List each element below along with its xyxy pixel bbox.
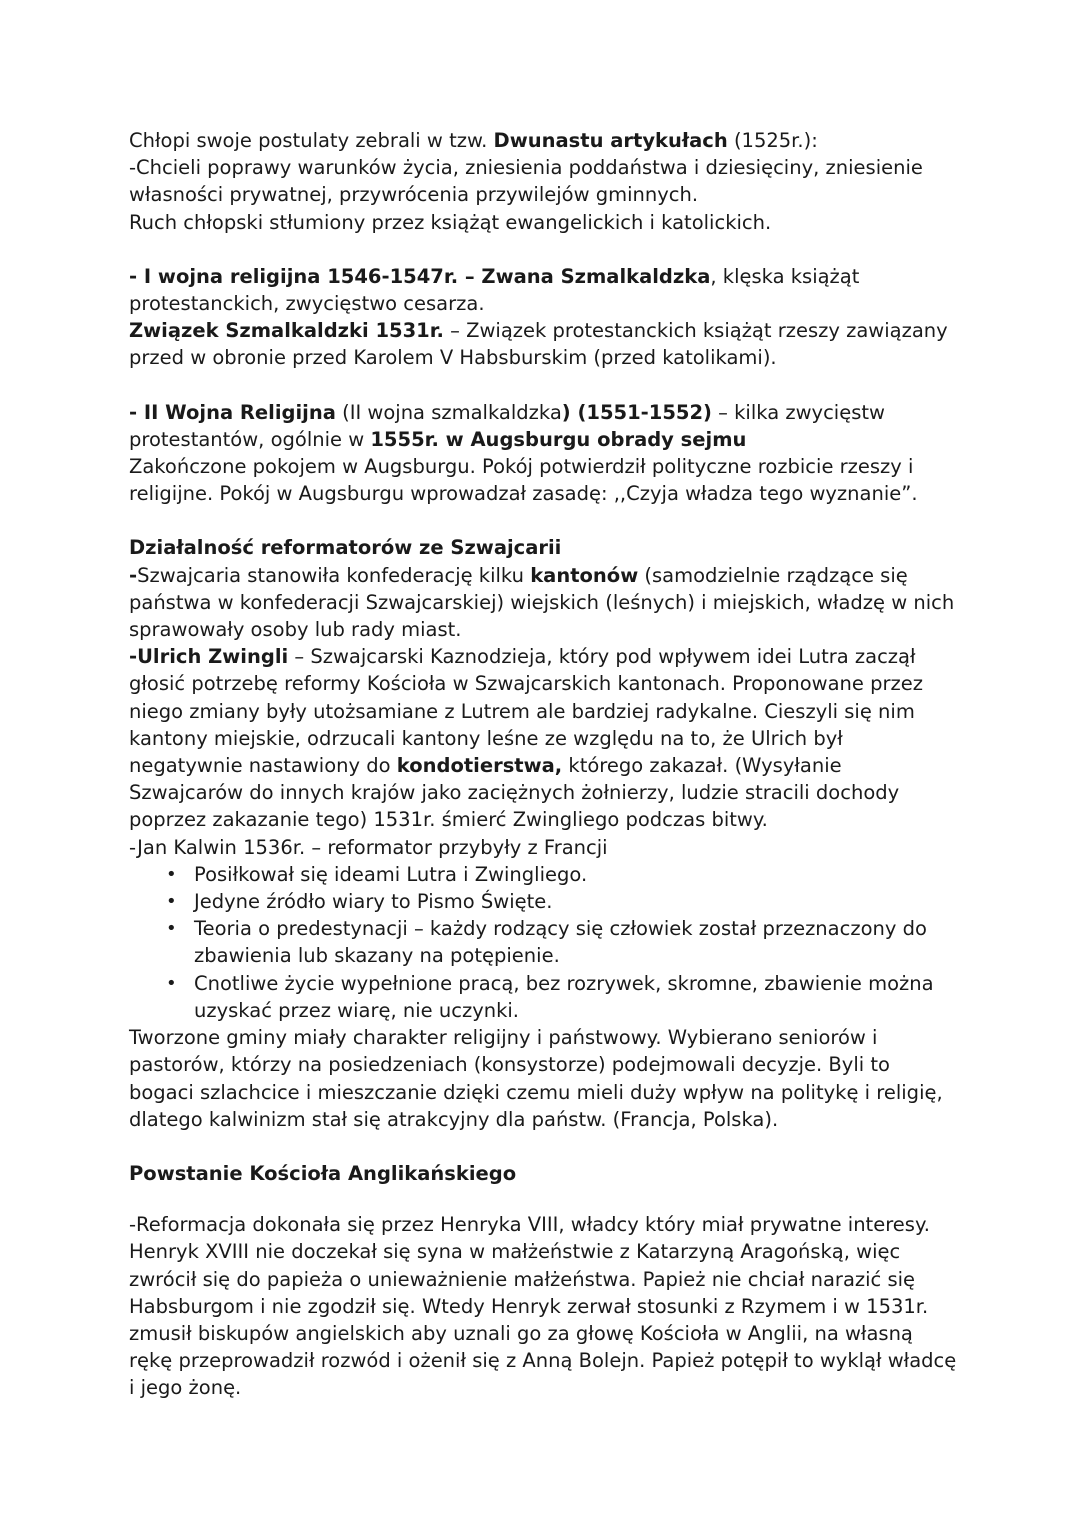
swiss-reformers-heading: Działalność reformatorów ze Szwajcarii [129, 536, 562, 560]
ulrich-zwingli: -Ulrich Zwingli – Szwajcarski Kaznodzieja, który pod wpływem idei Lutra zaczął głosić potrzebę reformy Kościoła w Szwajcarskich kantonach. Proponowane przez niego zmiany były utożsamiane z Lutrem ale bardziej radykalne. Cieszyli się nim kantony miejskie, odrzucali kantony leśne ze względu na to, że Ulrich był negatywnie nastawiony do kondotierstwa, którego zakazał. (Wysyłanie Szwajcarów do innych krajów jako zaciężnych żołnierzy, ludzie stracili dochody poprzez zakazanie tego) 1531r. śmierć Zwingliego podczas bitwy. [129, 645, 923, 832]
twelve-articles-term: Dwunastu artykułach [493, 129, 728, 152]
jan-kalwin: -Jan Kalwin 1536r. – reformator przybyły z Francji [129, 835, 608, 859]
document-page [129, 127, 959, 1402]
list-item: • Jedyne źródło wiary to Pismo Święte. [154, 888, 959, 915]
swiss-confederation: -Szwajcaria stanowiła konfederację kilku kantonów (samodzielnie rządzące się państwa w konfederacji Szwajcarskiej) wiejskich (leśnych) i miejskich, władzę w nich sprawowały osoby lub rady miast. [129, 563, 955, 642]
peasants-demands: -Chcieli poprawy warunków życia, zniesienia poddaństwa i dziesięciny, zniesienie własności prywatnej, przywrócenia przywilejów gminnych. [129, 156, 923, 207]
bullet-icon: • [166, 863, 177, 885]
calvin-bullets [129, 861, 959, 1024]
list-item: • Posiłkował się ideami Lutra i Zwingliego. [154, 861, 959, 888]
schmalkaldic-league: Związek Szmalkaldzki 1531r. – Związek protestanckich książąt rzeszy zawiązany przed w obronie przed Karolem V Habsburskim (przed katolikami). [129, 319, 948, 370]
second-religious-war: - II Wojna Religijna (II wojna szmalkaldzka) (1551-1552) – kilka zwycięstw protestantów, ogólnie w 1555r. w Augsburgu obrady sejmu [129, 400, 885, 451]
bullet-icon: • [166, 891, 177, 913]
peasants-suppressed: Ruch chłopski stłumiony przez książąt ewangelickich i katolickich. [129, 210, 772, 234]
calvinist-communities: Tworzone gminy miały charakter religijny i państwowy. Wybierano seniorów i pastorów, którzy na posiedzeniach (konsystorze) podejmowali decyzje. Byli to bogaci szlachcice i mieszczanie dzięki czemu mieli duży wpływ na politykę i religię, dlatego kalwinizm stał się atrakcyjny dla państw. (Francja, Polska). [129, 1026, 943, 1131]
peasants-intro: Chłopi swoje postulaty zebrali w tzw. Dwunastu artykułach (1525r.): [129, 129, 818, 152]
bullet-icon: • [166, 918, 177, 940]
peace-of-augsburg: Zakończone pokojem w Augsburgu. Pokój potwierdził polityczne rozbicie rzeszy i religijne. Pokój w Augsburgu wprowadzał zasadę: ,,Czyja władza tego wyznanie”. [129, 455, 918, 506]
first-religious-war: - I wojna religijna 1546-1547r. – Zwana Szmalkaldzka, klęska książąt protestanckich, zwycięstwo cesarza. [129, 264, 860, 316]
list-item: • Cnotliwe życie wypełnione pracą, bez rozrywek, skromne, zbawienie można uzyskać przez wiarę, nie uczynki. [166, 971, 934, 1022]
bullet-icon: • [166, 972, 177, 994]
anglican-church-body: -Reformacja dokonała się przez Henryka VIII, władcy który miał prywatne interesy. Henryk XVIII nie doczekał się syna w małżeństwie z Katarzyną Aragońską, więc zwrócił się do papieża o unieważnienie małżeństwa. Papież nie chciał narazić się Habsburgom i nie zgodził się. Wtedy Henryk zerwał stosunki z Rzymem i w 1531r. zmusił biskupów angielskich aby uznali go za głowę Kościoła w Anglii, na własną rękę przeprowadził rozwód i ożenił się z Anną Bolejn. Papież potępił to wyklął władcę i jego żonę. [129, 1213, 957, 1400]
list-item: • Teoria o predestynacji – każdy rodzący się człowiek został przeznaczony do zbawienia lub skazany na potępienie. [166, 917, 927, 968]
anglican-church-heading: Powstanie Kościoła Anglikańskiego [129, 1161, 517, 1185]
